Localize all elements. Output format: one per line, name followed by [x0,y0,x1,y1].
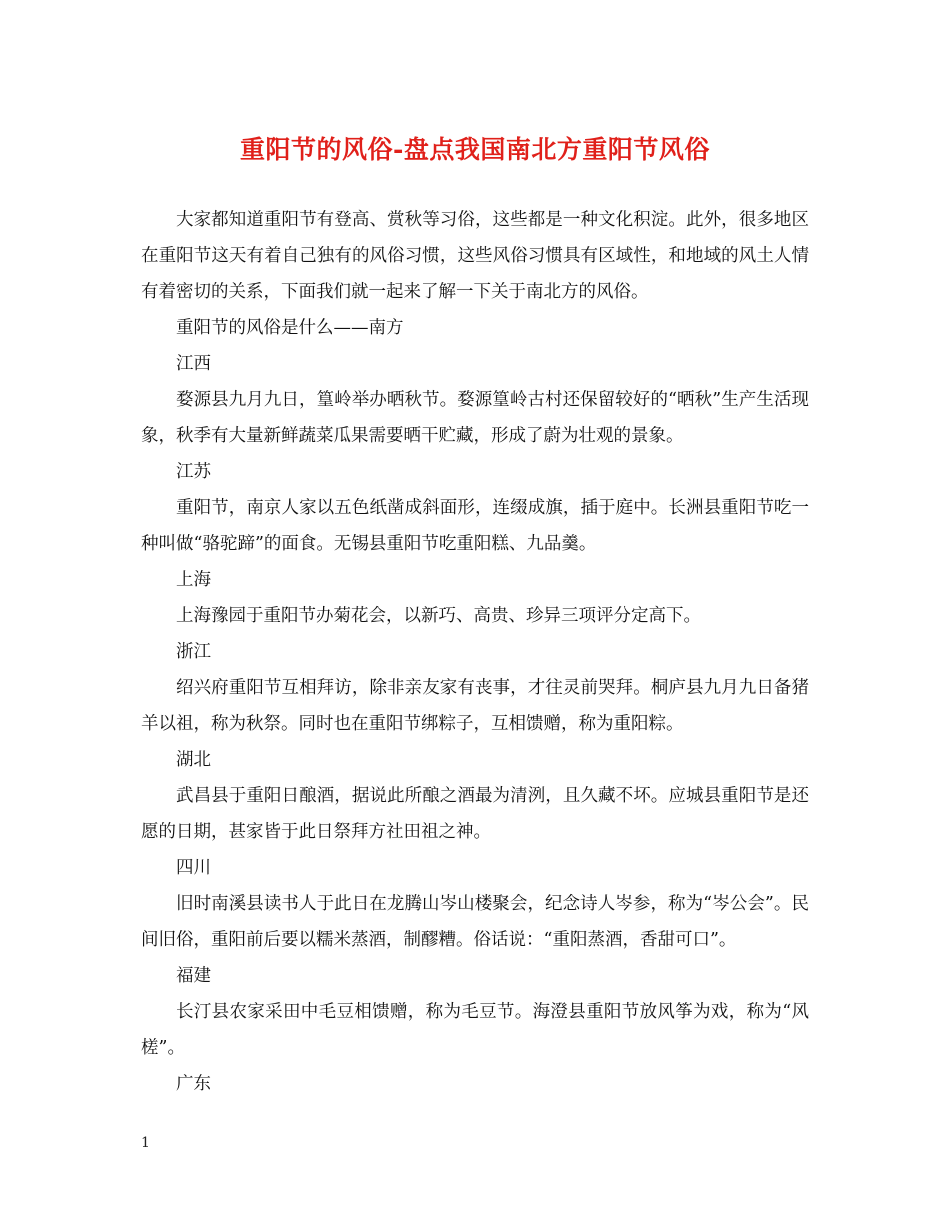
region-heading-sichuan: 四川 [176,858,211,878]
region-paragraph-jiangsu: 重阳节，南京人家以五色纸凿成斜面形，连缀成旗，插于庭中。长洲县重阳节吃一种叫做“骆驼蹄”的面食。无锡县重阳节吃重阳糕、九品羹。 [141,498,809,554]
region-paragraph-jiangxi: 婺源县九月九日，篁岭举办晒秋节。婺源篁岭古村还保留较好的“晒秋”生产生活现象，秋季有大量新鲜蔬菜瓜果需要晒干贮藏，形成了蔚为壮观的景象。 [141,390,809,446]
document-title: 重阳节的风俗-盘点我国南北方重阳节风俗 [240,135,710,164]
section-heading: 重阳节的风俗是什么——南方 [176,318,404,338]
region-heading-guangdong: 广东 [176,1074,211,1094]
document-body [141,202,809,1102]
region-heading-zhejiang: 浙江 [176,642,211,662]
region-heading-jiangsu: 江苏 [176,462,211,482]
region-paragraph-shanghai: 上海豫园于重阳节办菊花会，以新巧、高贵、珍异三项评分定高下。 [176,606,701,626]
region-paragraph-zhejiang: 绍兴府重阳节互相拜访，除非亲友家有丧事，才往灵前哭拜。桐庐县九月九日备猪羊以祖，称为秋祭。同时也在重阳节绑粽子，互相馈赠，称为重阳粽。 [141,678,809,734]
intro-paragraph: 大家都知道重阳节有登高、赏秋等习俗，这些都是一种文化积淀。此外，很多地区在重阳节这天有着自己独有的风俗习惯，这些风俗习惯具有区域性，和地域的风土人情有着密切的关系，下面我们就一起来了解一下关于南北方的风俗。 [141,210,809,302]
page-number: 1 [141,1135,150,1151]
region-heading-shanghai: 上海 [176,570,211,590]
region-heading-hubei: 湖北 [176,750,211,770]
region-paragraph-sichuan: 旧时南溪县读书人于此日在龙腾山岑山楼聚会，纪念诗人岑参，称为“岑公会”。民间旧俗，重阳前后要以糯米蒸酒，制醪糟。俗话说：“重阳蒸酒，香甜可口”。 [141,894,809,950]
region-paragraph-fujian: 长汀县农家采田中毛豆相馈赠，称为毛豆节。海澄县重阳节放风筝为戏，称为“风槎”。 [141,1002,809,1058]
region-heading-jiangxi: 江西 [176,354,211,374]
region-paragraph-hubei: 武昌县于重阳日酿酒，据说此所酿之酒最为清洌，且久藏不坏。应城县重阳节是还愿的日期，甚家皆于此日祭拜方社田祖之神。 [141,786,809,842]
region-heading-fujian: 福建 [176,966,211,986]
